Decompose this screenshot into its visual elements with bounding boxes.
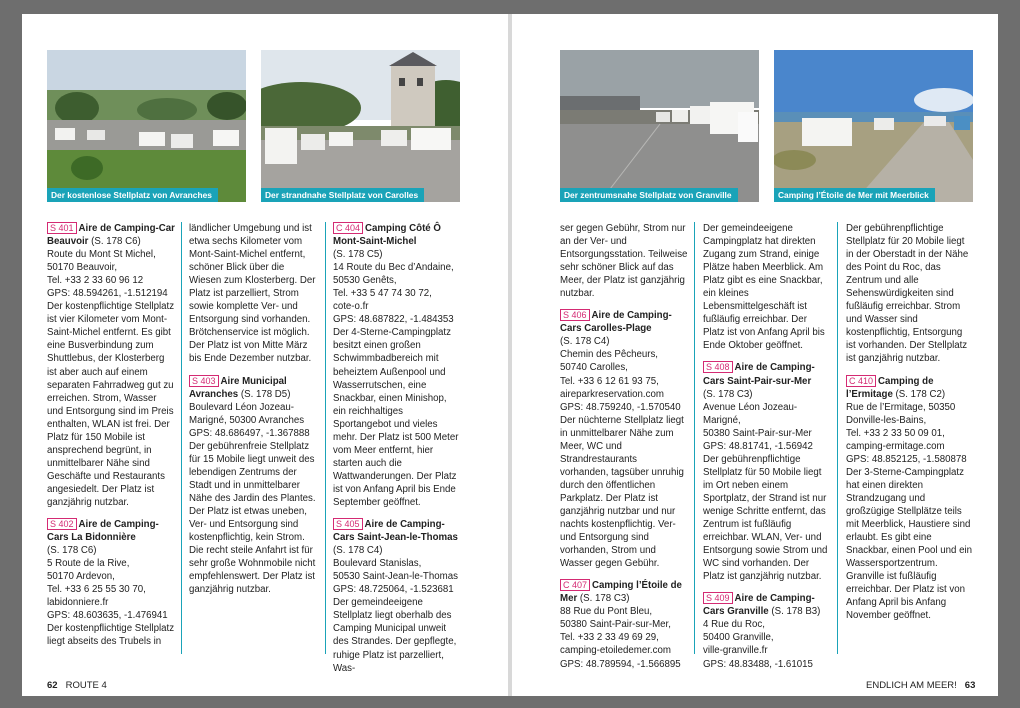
entry-map-ref: (S. 178 B3)	[768, 606, 821, 618]
column-5	[703, 222, 831, 680]
entry-gps: GPS: 48.594261, -1.512194	[47, 288, 168, 300]
entry-description: Der 4-Sterne-Campingplatz besitzt einen großen Schwimmbadbereich mit beheiztem Außenpool und Wasserrutschen, eine Snackbar, einen Minishop, ein reichhaltiges Sportangebot und vieles mehr. Der Platz ist 500 Meter vom Meer entfernt, hier starten auch die Wattwanderungen. Der Platz ist von Anfang April bis Ende September geöffnet.	[333, 327, 459, 508]
entry-gps: GPS: 48.852125, -1.580878	[846, 453, 967, 465]
entry-address-line: 50380 Saint-Pair-sur-Mer,	[560, 619, 671, 631]
entry-name: Aire de Camping-Cars Carolles-Plage	[560, 310, 672, 335]
entry-gps: GPS: 48.725064, -1.523681	[333, 584, 454, 596]
entry-description: Der kostenpflichtige Stellplatz ist vier Kilometer vom Mont-Saint-Michel entfernt. Es gibt eine Busverbindung zum Shuttlebus, der Klosterberg ist aber auch auf einem separaten Fahrradweg gut zu erreichen. Strom, Wasser und Entsorgung sind im Preis enthalten, WLAN ist frei. Der Platz für 150 Mobile ist ansprechend begrünt, in unmittelbarer Nähe sind Geschäfte und Restaurants angesiedelt. Der Platz ist ganzjährig nutzbar.	[47, 301, 175, 508]
photo-granville	[560, 50, 759, 202]
entry-website: camping-etoiledemer.com	[560, 645, 671, 657]
entry-phone: Tel. +33 6 25 55 30 70,	[47, 584, 146, 596]
entry-address-line: 50380 Saint-Pair-sur-Mer	[703, 427, 812, 439]
entry-address-line: Boulevard Léon Jozeau-Marigné, 50300 Avranches	[189, 401, 305, 426]
entry-code: S 409	[703, 592, 733, 604]
entry-map-ref: (S. 178 C5)	[333, 249, 383, 261]
column-2	[189, 222, 317, 605]
entry-code: S 406	[560, 309, 590, 321]
entry-phone: Tel. +33 5 47 74 30 72,	[333, 288, 432, 300]
entry-description: Der gebührenpflichtige Stellplatz für 50 Mobile liegt im Ort neben einem Sportplatz, der Strand ist nur wenige Schritte entfernt, das Zentrum ist fußläufig erreichbar. WLAN, Ver- und Entsorgung sowie Strom und WC sind vorhanden. Der Platz ist ganzjährig nutzbar.	[703, 453, 828, 583]
entry-code: S 402	[47, 518, 77, 530]
running-title: ENDLICH AM MEER!	[866, 680, 957, 691]
entry-name: Camping l’Étoile de Mer	[560, 580, 682, 605]
entry-name: Aire Municipal Avranches	[189, 375, 287, 400]
entry-heading	[560, 309, 688, 335]
entry-name: Aire de Camping-Cars Granville	[703, 593, 815, 618]
entry-map-ref: (S. 178 C6)	[47, 545, 97, 557]
entry-heading	[189, 375, 317, 401]
entry-heading	[703, 592, 831, 618]
column-divider	[694, 222, 695, 654]
photo-granville-image	[560, 50, 759, 202]
entry-address-line: 50170 Ardevon,	[47, 571, 115, 583]
entry-continuation	[560, 222, 688, 300]
photo-caption: Der kostenlose Stellplatz von Avranches	[47, 188, 218, 202]
entry-c407	[560, 579, 688, 670]
entry-gps: GPS: 48.789594, -1.566895	[560, 658, 681, 670]
entry-website: camping-ermitage.com	[846, 440, 945, 452]
column-divider	[181, 222, 182, 654]
entry-address-line: Route du Mont St Michel,	[47, 249, 156, 261]
entry-name: Aire de Camping-Cars Saint-Pair-sur-Mer	[703, 362, 815, 387]
footer-left	[47, 680, 107, 691]
photo-carolles	[261, 50, 460, 202]
photo-caption: Camping l’Étoile de Mer mit Meerblick	[774, 188, 935, 202]
photo-avranches	[47, 50, 246, 202]
entry-heading	[846, 375, 974, 401]
entry-heading	[703, 361, 831, 387]
photo-carolles-image	[261, 50, 460, 202]
entry-address-line: Avenue Léon Jozeau-Marigné,	[703, 401, 798, 426]
entry-address-line: 50170 Beauvoir,	[47, 262, 118, 274]
entry-gps: GPS: 48.81741, -1.56942	[703, 440, 813, 452]
entry-gps: GPS: 48.687822, -1.484353	[333, 314, 454, 326]
entry-code: S 408	[703, 361, 733, 373]
entry-map-ref: (S. 178 C3)	[703, 388, 753, 400]
entry-description: Der nüchterne Stellplatz liegt in unmittelbarer Nähe zum Meer, WC und Strandrestaurants vorhanden, tagsüber unruhig durch den öffentlichen Parkplatz. Der Platz ist ganzjährig nutzbar und nur nachts kostenpflichtig. Ver- und Entsorgung sind vorhanden, Strom und Wasser gegen Gebühr.	[560, 414, 684, 570]
entry-code: S 405	[333, 518, 363, 530]
entry-address-line: Rue de l’Ermitage, 50350 Donville-les-Bains,	[846, 401, 956, 426]
entry-s403	[189, 375, 317, 597]
entry-code: S 401	[47, 222, 77, 234]
entry-address-line: 14 Route du Bec d’Andaine,	[333, 262, 454, 274]
footer-right	[866, 680, 975, 691]
entry-phone: Tel. +33 2 33 60 96 12	[47, 275, 144, 287]
photo-caption: Der strandnahe Stellplatz von Carolles	[261, 188, 424, 202]
page-number: 62	[47, 680, 58, 691]
entry-phone: Tel. +33 6 12 61 93 75,	[560, 375, 659, 387]
entry-gps: GPS: 48.686497, -1.367888	[189, 427, 310, 439]
column-divider	[837, 222, 838, 654]
entry-map-ref: (S. 178 D5)	[238, 388, 291, 400]
photo-caption: Der zentrumsnahe Stellplatz von Granville	[560, 188, 738, 202]
entry-heading	[333, 222, 461, 248]
entry-description: Der kostenpflichtige Stellplatz liegt abseits des Trubels in	[47, 623, 175, 648]
entry-phone: Tel. +33 2 33 50 09 01,	[846, 427, 945, 439]
column-3	[333, 222, 461, 684]
entry-heading	[47, 518, 175, 544]
entry-s408	[703, 361, 831, 583]
column-6	[846, 222, 974, 631]
entry-address-line: Chemin des Pêcheurs,	[560, 349, 659, 361]
entry-s401	[47, 222, 175, 509]
entry-map-ref: (S. 178 C4)	[333, 545, 383, 557]
entry-address-line: 50530 Genêts,	[333, 275, 397, 287]
entry-map-ref: (S. 178 C6)	[88, 236, 141, 248]
entry-name: Camping de l’Ermitage	[846, 375, 934, 400]
column-4	[560, 222, 688, 680]
entry-address-line: 5 Route de la Rive,	[47, 558, 130, 570]
entry-description: Der gemeindeeigene Campingplatz hat direkten Zugang zum Strand, einige Plätze haben Meerblick. Am Platz gibt es eine Snackbar, ein kleines Lebensmittelgeschäft ist fußläufig erreichbar. Der Platz ist von Anfang April bis Ende Oktober geöffnet.	[703, 223, 825, 352]
entry-code: C 407	[560, 579, 590, 591]
entry-s409	[703, 592, 831, 670]
entry-description: Der gebührenpflichtige Stellplatz für 20 Mobile liegt in der Oberstadt in der Nähe des Point du Roc, das Zentrum und alle Sehenswürdigkeiten sind fußläufig erreichbar. Strom und Wasser sind kostenpflichtig, Entsorgung ist vorhanden. Der Stellplatz ist ganzjährig nutzbar.	[846, 223, 969, 365]
entry-continuation	[189, 222, 317, 366]
entry-gps: GPS: 48.83488, -1.61015	[703, 658, 813, 670]
entry-description: Der 3-Sterne-Campingplatz hat einen direkten Strandzugang und großzügige Stellplätze teils mit Meerblick, Haustiere sind erlaubt. Es gibt eine Snackbar, einen Pool und ein Wassersportzentrum. Granville ist fußläufig erreichbar. Der Platz ist von Anfang April bis Anfang November geöffnet.	[846, 466, 973, 622]
entry-s402	[47, 518, 175, 648]
entry-address-line: 50400 Granville,	[703, 632, 774, 644]
entry-c410	[846, 375, 974, 623]
entry-heading	[333, 518, 461, 544]
entry-heading	[560, 579, 688, 605]
entry-map-ref: (S. 178 C2)	[892, 388, 946, 400]
entry-address-line: 50740 Carolles,	[560, 362, 628, 374]
entry-name: Camping Côté Ô Mont-Saint-Michel	[333, 223, 441, 248]
entry-description: Der gebührenfreie Stellplatz für 15 Mobile liegt unweit des lebendigen Zentrums der Stadt und in unmittelbarer Nähe des Jardin des Plantes. Der Platz ist etwas uneben, Ver- und Entsorgung sind kostenpflichtig, kein Strom. Die recht steile Anfahrt ist für sehr große Wohnmobile nicht empfehlenswert. Der Platz ist ganzjährig nutzbar.	[189, 440, 316, 596]
page-number: 63	[964, 680, 976, 691]
entry-address-line: 50530 Saint-Jean-le-Thomas	[333, 571, 458, 583]
entry-map-ref: (S. 178 C3)	[577, 593, 630, 605]
entry-name: Aire de Camping-Cars La Bidonnière	[47, 519, 159, 544]
entry-description: ser gegen Gebühr, Strom nur an der Ver- und Entsorgungsstation. Teilweise sehr schöner Blick auf das Meer, der Platz ist ganzjährig nutzbar.	[560, 223, 688, 300]
column-divider	[325, 222, 326, 654]
entry-map-ref: (S. 178 C4)	[560, 336, 610, 348]
entry-code: S 403	[189, 375, 219, 387]
entry-s406	[560, 309, 688, 570]
entry-website: cote-o.fr	[333, 301, 369, 313]
entry-heading	[47, 222, 175, 248]
entry-description: ländlicher Umgebung und ist etwa sechs Kilometer vom Mont-Saint-Michel entfernt, schöner Blick über die Wiesen zum Klosterberg. Der Platz ist parzelliert, Strom sowie komplette Ver- und Entsorgung sind vorhanden. Brötchenservice ist möglich. Der Platz ist von Mitte März bis Ende Dezember nutzbar.	[189, 223, 316, 365]
entry-continuation	[846, 222, 974, 366]
entry-website: ville-granville.fr	[703, 645, 768, 657]
entry-name: Aire de Camping-Cars Saint-Jean-le-Thomas	[333, 519, 458, 544]
entry-address-line: Boulevard Stanislas,	[333, 558, 422, 570]
entry-c404	[333, 222, 461, 509]
photo-avranches-image	[47, 50, 246, 202]
running-title: ROUTE 4	[65, 680, 107, 691]
entry-code: C 404	[333, 222, 363, 234]
entry-address-line: 88 Rue du Pont Bleu,	[560, 606, 653, 618]
entry-code: C 410	[846, 375, 876, 387]
photo-etoile-de-mer-image	[774, 50, 973, 202]
entry-website: aireparkreservation.com	[560, 388, 664, 400]
photo-etoile-de-mer	[774, 50, 973, 202]
entry-address-line: 4 Rue du Roc,	[703, 619, 765, 631]
entry-name: Aire de Camping-Car Beauvoir	[47, 223, 175, 248]
column-1	[47, 222, 175, 658]
entry-phone: Tel. +33 2 33 49 69 29,	[560, 632, 659, 644]
entry-gps: GPS: 48.603635, -1.476941	[47, 610, 168, 622]
entry-website: labidonniere.fr	[47, 597, 109, 609]
entry-gps: GPS: 48.759240, -1.570540	[560, 401, 681, 413]
entry-description: Der gemeindeeigene Stellplatz liegt oberhalb des Camping Municipal unweit des Strandes. Der gepflegte, ruhige Platz ist parzelliert, Was-	[333, 597, 457, 674]
entry-s405	[333, 518, 461, 675]
entry-continuation	[703, 222, 831, 352]
